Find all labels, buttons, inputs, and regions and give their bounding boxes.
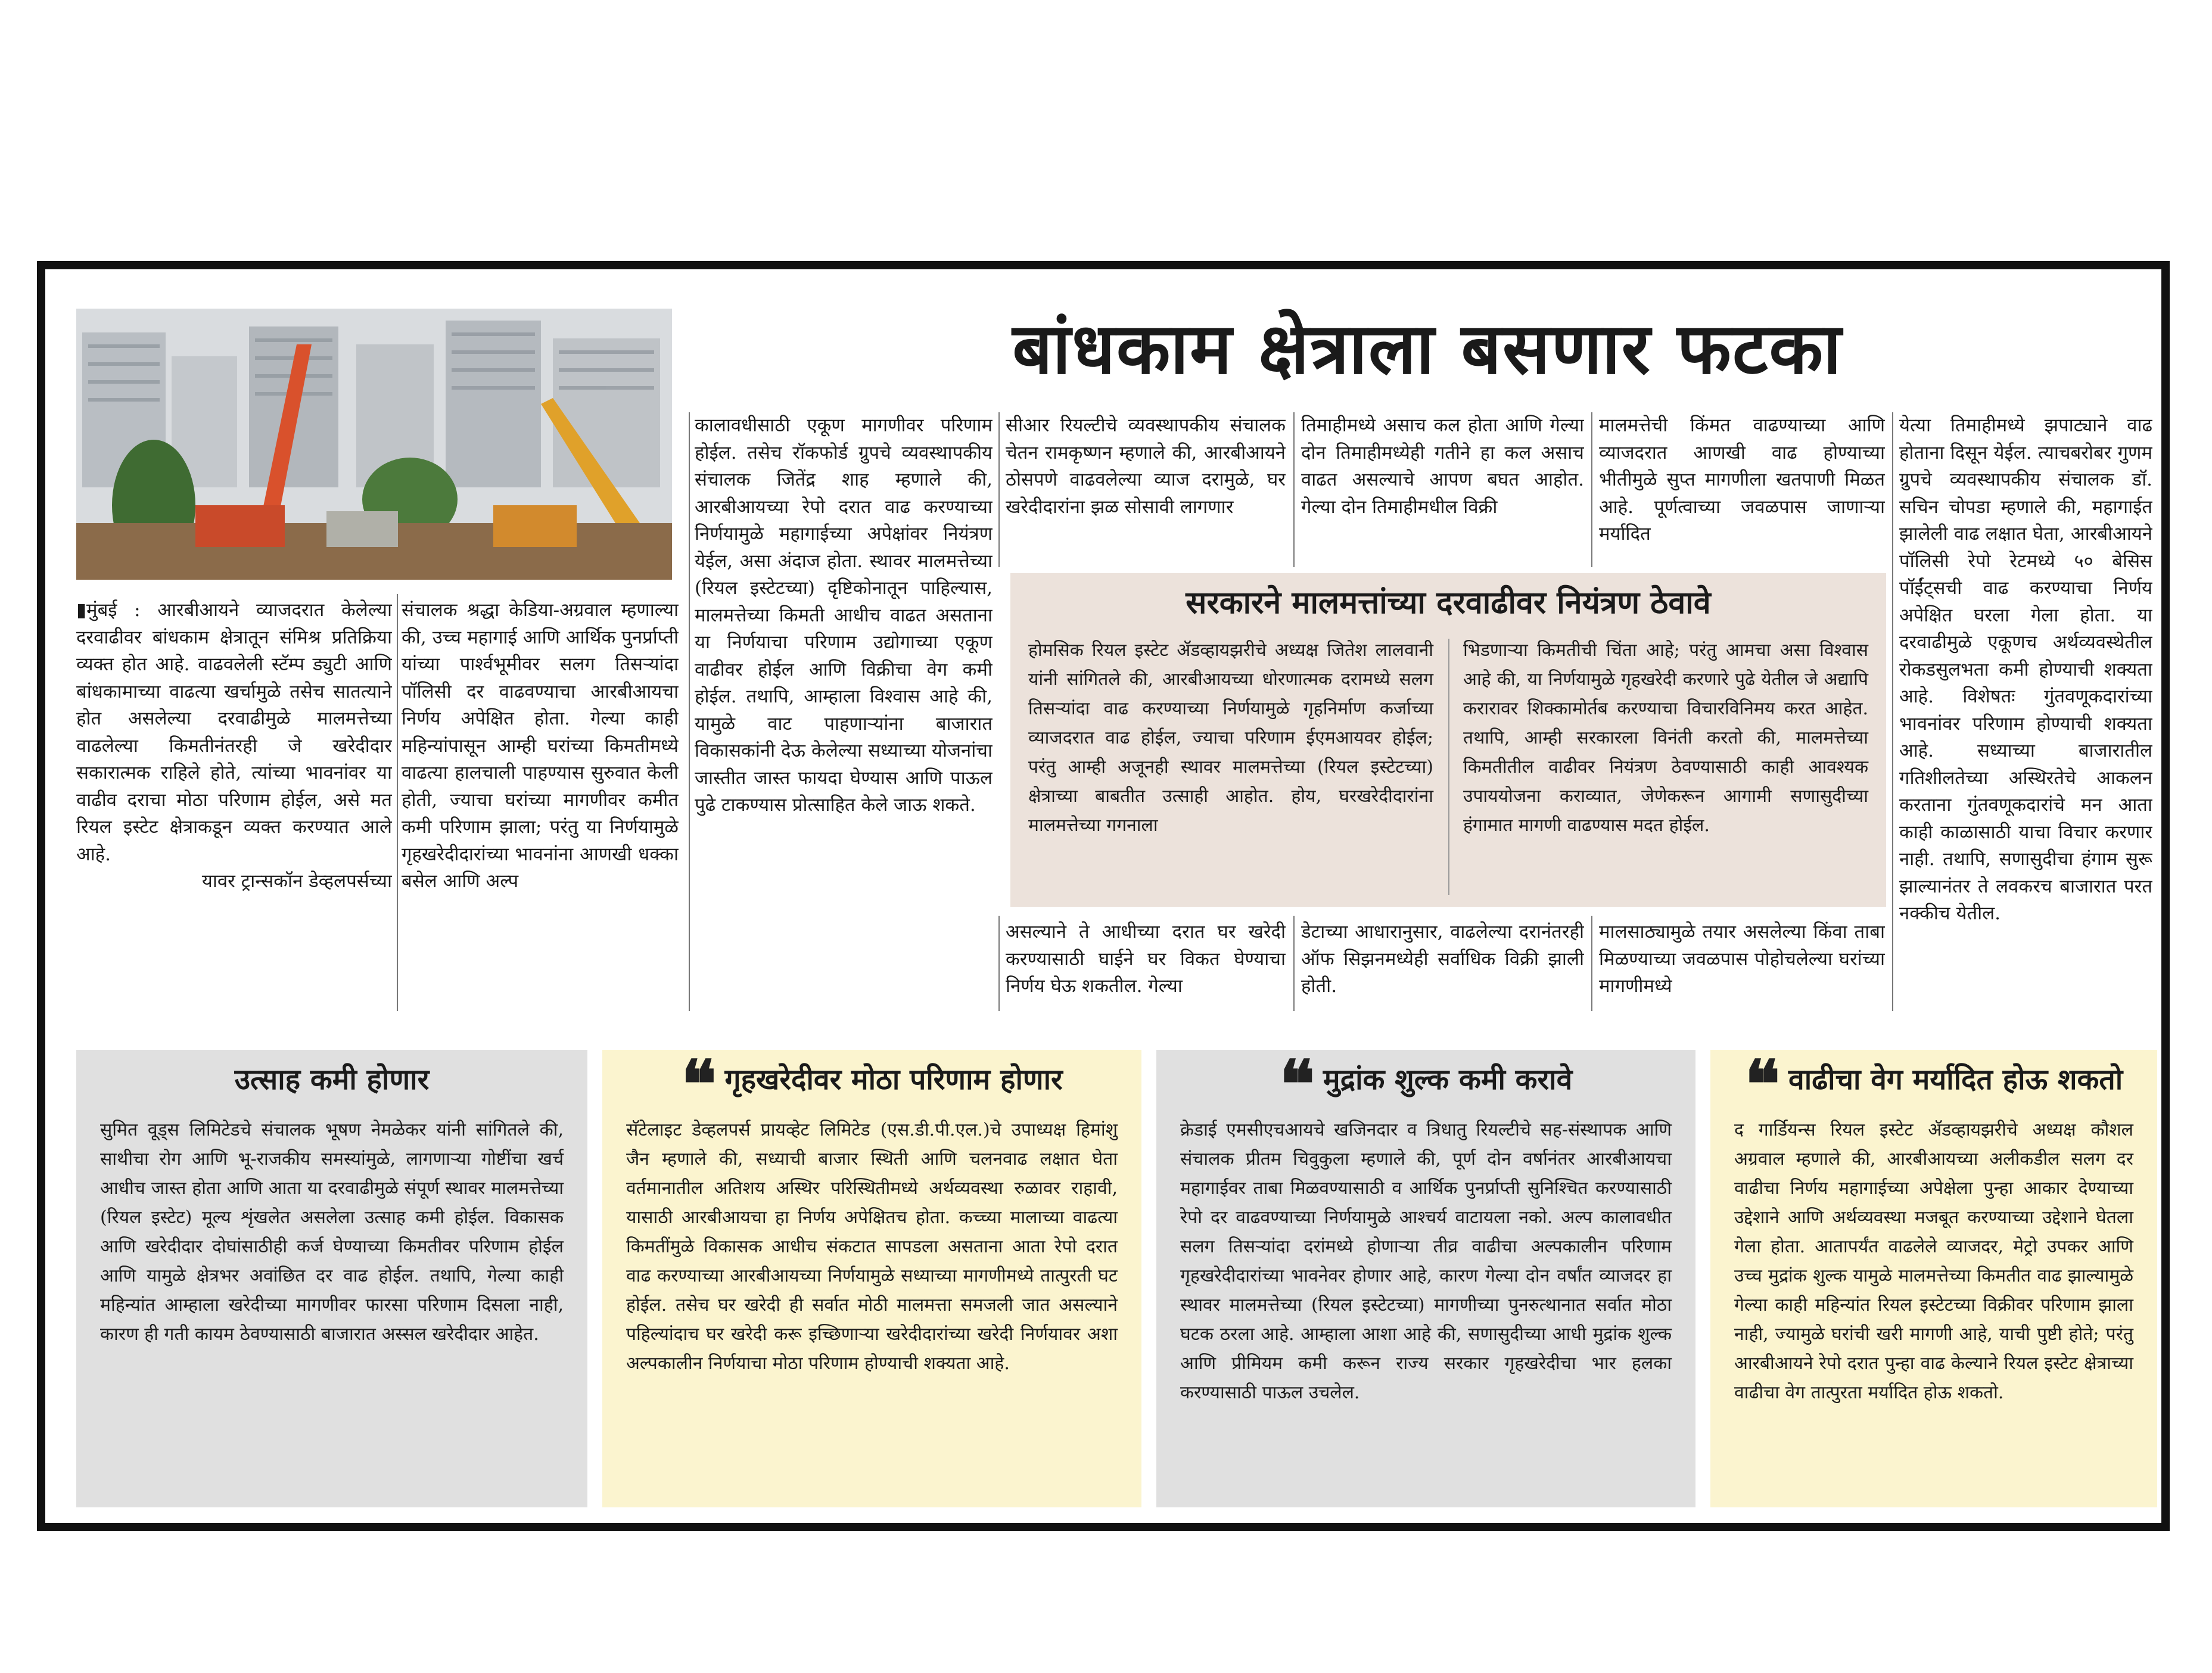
- column-5-bottom: [1301, 919, 1584, 1014]
- quote-panel: [602, 1046, 1141, 1507]
- column-1-tail: यावर ट्रान्सकॉन डेव्हलपर्सच्या: [201, 870, 392, 892]
- column-6-bottom-text: मालसाठ्यामुळे तयार असलेल्या किंवा ताबा मिळण्याच्या जवळपास पोहोचलेल्या घरांच्या मागणीमध्ये: [1599, 921, 1885, 997]
- column-divider: [998, 916, 1000, 1011]
- quote-panel: [1710, 1046, 2157, 1507]
- sidebar-box-right-text: भिडणाऱ्या किमतीची चिंता आहे; परंतु आमचा असा विश्वास आहे की, या निर्णयामुळे गृहखरेदी करणारे पुढे येतील जे अद्यापि करारावर शिक्कामोर्तब करण्याचा विचारविनिमय करत आहेत. तथापि, आम्ही सरकारला विनंती करतो की, मालमत्तेच्या किमतीतील वाढीवर नियंत्रण ठेवण्यासाठी काही आवश्यक उपाययोजना कराव्यात, जेणेकरून आगामी सणासुदीच्या हंगामात मागणी वाढण्यास मदत होईल.: [1463, 640, 1868, 836]
- column-divider: [1591, 916, 1592, 1011]
- quote-panel-title: [602, 1046, 1141, 1122]
- quote-panel-body: सॅटेलाइट डेव्हलपर्स प्रायव्हेट लिमिटेड (एस.डी.पी.एल.)चे उपाध्यक्ष हिमांशु जैन म्हणाले की, सध्याची बाजार स्थिती आणि चलनवाढ लक्षात घेता वर्तमानातील अतिशय अस्थिर परिस्थितीमध्ये अर्थव्यवस्था रुळावर राहावी, यासाठी आरबीआयचा हा निर्णय अपेक्षितच होता. कच्च्या मालाच्या वाढत्या किमतींमुळे विकासक आधीच संकटात सापडला असताना आता रेपो दरात वाढ करण्याच्या आरबीआयच्या निर्णयामुळे सध्याच्या मागणीमध्ये तात्पुरती घट होईल. तसेच घर खरेदी ही सर्वात मोठी मालमत्ता समजली जात असल्याने पहिल्यांदाच घर खरेदी करू इच्छिणाऱ्या खरेदीदारांच्या खरेदी निर्णयावर अशा अल्पकालीन निर्णयाचा मोठा परिणाम होण्याची शक्यता आहे.: [626, 1120, 1118, 1374]
- column-2: [402, 597, 679, 1014]
- column-divider: [1293, 916, 1295, 1011]
- column-1-text: ▮मुंबई : आरबीआयने व्याजदरात केलेल्या दरवाढीवर बांधकाम क्षेत्रातून संमिश्र प्रतिक्रिया व्यक्त होत आहे. वाढवलेली स्टॅम्प ड्युटी आणि बांधकामाच्या वाढत्या खर्चामुळे तसेच सातत्याने होत असलेल्या दरवाढीमुळे मालमत्तेच्या वाढलेल्या किमतीनंतरही जे खरेदीदार सकारात्मक राहिले होते, त्यांच्या भावनांवर या वाढीव दराचा मोठा परिणाम होईल, असे मत रियल इस्टेट क्षेत्राकडून व्यक्त करण्यात आले आहे.: [76, 599, 392, 865]
- column-7: [1899, 412, 2152, 1014]
- column-divider: [998, 412, 1000, 567]
- column-6-top-text: मालमत्तेची किंमत वाढण्याच्या आणि व्याजदरात आणखी वाढ होण्याच्या भीतीमुळे सुप्त मागणीला खतपाणी मिळत आहे. पूर्णत्वाच्या जवळपास जाणाऱ्या मर्यादित: [1599, 415, 1885, 545]
- column-1: [76, 597, 392, 1014]
- column-5-top: [1301, 412, 1584, 570]
- quote-panel-title: [76, 1056, 587, 1103]
- sidebar-box-left-text: होमसिक रियल इस्टेट ॲडव्हायझरीचे अध्यक्ष जितेश लालवानी यांनी सांगितले की, आरबीआयच्या धोरणात्मक दरामध्ये सलग तिसऱ्यांदा वाढ करण्याच्या निर्णयामुळे गृहनिर्माण कर्जाच्या व्याजदरात वाढ होईल, ज्याचा परिणाम ईएमआयवर होईल; परंतु आम्ही अजूनही स्थावर मालमत्तेच्या (रियल इस्टेटच्या) क्षेत्राच्या बाबतीत उत्साही आहोत. होय, घरखरेदीदारांना मालमत्तेच्या गगनाला: [1028, 640, 1433, 836]
- quote-panel-body: द गार्डियन्स रियल इस्टेट ॲडव्हायझरीचे अध्यक्ष कौशल अग्रवाल म्हणाले की, आरबीआयच्या अलीकडील सलग दर वाढीचा निर्णय महागाईच्या अपेक्षेला पुन्हा आकार देण्याच्या उद्देशाने आणि अर्थव्यवस्था मजबूत करण्याच्या उद्देशाने घेतला गेला होता. आतापर्यंत वाढलेले व्याजदर, मेट्रो उपकर आणि उच्च मुद्रांक शुल्क यामुळे मालमत्तेच्या किमतीत वाढ झाल्यामुळे गेल्या काही महिन्यांत रियल इस्टेटच्या विक्रीवर परिणाम झाला नाही, ज्यामुळे घरांची खरी मागणी आहे, याची पुष्टी होते; परंतु आरबीआयने रेपो दरात पुन्हा वाढ केल्याने रियल इस्टेट क्षेत्राच्या वाढीचा वेग तात्पुरता मर्यादित होऊ शकतो.: [1734, 1120, 2133, 1403]
- quote-panel-body: सुमित वूड्स लिमिटेडचे संचालक भूषण नेमळेकर यांनी सांगितले की, साथीचा रोग आणि भू-राजकीय समस्यांमुळे, लागणाऱ्या गोष्टींचा खर्च आधीच जास्त होता आणि आता या दरवाढीमुळे संपूर्ण स्थावर मालमत्तेच्या (रियल इस्टेट) मूल्य शृंखलेत असलेला उत्साह कमी होईल. विकासक आणि खरेदीदार दोघांसाठीही कर्ज घेण्याच्या किमतीवर परिणाम होईल आणि यामुळे क्षेत्रभर अवांछित दर वाढ होईल. तथापि, गेल्या काही महिन्यांत आम्हाला खरेदीच्या मागणीवर फारसा परिणाम दिसला नाही, कारण ही गती कायम ठेवण्यासाठी बाजारात अस्सल खरेदीदार आहेत.: [100, 1120, 564, 1345]
- quote-panel-title-text: उत्साह कमी होणार: [234, 1063, 430, 1096]
- column-4-bottom-text: असल्याने ते आधीच्या दरात घर खरेदी करण्यासाठी घाईने घर विकत घेण्याचा निर्णय घेऊ शकतील. गेल्या: [1006, 921, 1286, 997]
- column-divider: [1892, 412, 1893, 1011]
- quote-panel-title-text: मुद्रांक शुल्क कमी करावे: [1323, 1063, 1573, 1096]
- quote-panel-title-text: वाढीचा वेग मर्यादित होऊ शकतो: [1788, 1063, 2123, 1096]
- quote-panel: [1156, 1046, 1695, 1507]
- column-4-top: [1006, 412, 1286, 570]
- quote-mark-icon: ❝: [681, 1046, 717, 1122]
- sidebar-box-divider: [1448, 639, 1449, 895]
- column-7-text: येत्या तिमाहीमध्ये झपाट्याने वाढ होताना दिसून येईल. त्याचबरोबर गुणम ग्रुपचे व्यवस्थापकीय संचालक डॉ. सचिन चोपडा म्हणाले की, महागाईत झालेली वाढ लक्षात घेता, आरबीआयने पॉलिसी रेपो रेटमध्ये ५० बेसिस पॉईंट्सची वाढ करण्याचा निर्णय अपेक्षित घरला गेला होता. या दरवाढीमुळे एकूणच अर्थव्यवस्थेतील रोकडसुलभता कमी होण्याची शक्यता आहे. विशेषतः गुंतवणूकदारांच्या भावनांवर परिणाम होण्याची शक्यता आहे. सध्याच्या बाजारातील गतिशीलतेच्या अस्थिरतेचे आकलन करताना गुंतवणूकदारांचे मन आता काही काळासाठी याचा विचार करणार नाही. तथापि, सणासुदीचा हंगाम सुरू झाल्यानंतर ते लवकरच बाजारात परत नक्कीच येतील.: [1899, 415, 2152, 924]
- column-divider: [689, 412, 690, 1011]
- column-divider: [397, 594, 398, 1011]
- quote-mark-icon: ❝: [1744, 1046, 1780, 1122]
- column-6-top: [1599, 412, 1885, 570]
- quote-panel-title: [1156, 1046, 1695, 1122]
- quote-mark-icon: ❝: [1279, 1046, 1315, 1122]
- column-2-text: संचालक श्रद्धा केडिया-अग्रवाल म्हणाल्या की, उच्च महागाई आणि आर्थिक पुनर्प्राप्ती यांच्या पार्श्वभूमीवर सलग तिसऱ्यांदा पॉलिसी दर वाढवण्याचा आरबीआयचा निर्णय अपेक्षित होता. गेल्या काही महिन्यांपासून आम्ही घरांच्या किमतीमध्ये वाढत्या हालचाली पाहण्यास सुरुवात केली होती, ज्याचा घरांच्या मागणीवर कमीत कमी परिणाम झाला; परंतु या निर्णयामुळे गृहखरेदीदारांच्या भावनांना आणखी धक्का बसेल आणि अल्प: [402, 599, 679, 892]
- column-6-bottom: [1599, 919, 1885, 1014]
- column-4-bottom: [1006, 919, 1286, 1014]
- column-divider: [1293, 412, 1295, 567]
- column-3: [695, 412, 993, 1014]
- construction-photo: [76, 309, 672, 580]
- column-divider: [1591, 412, 1592, 567]
- column-5-bottom-text: डेटाच्या आधारानुसार, वाढलेल्या दरानंतरही ऑफ सिझनमध्येही सर्वाधिक विक्री झाली होती.: [1301, 921, 1584, 997]
- column-4-top-text: सीआर रियल्टीचे व्यवस्थापकीय संचालक चेतन रामकृष्णन म्हणाले की, आरबीआयने ठोसपणे वाढवलेल्या व्याज दरामुळे, घर खरेदीदारांना झळ सोसावी लागणार: [1006, 415, 1286, 518]
- column-3-text: कालावधीसाठी एकूण मागणीवर परिणाम होईल. तसेच रॉकफोर्ड ग्रुपचे व्यवस्थापकीय संचालक जितेंद्र शाह म्हणाले की, आरबीआयच्या रेपो दरात वाढ करण्याच्या निर्णयामुळे महागाईच्या अपेक्षांवर नियंत्रण येईल, असा अंदाज होता. स्थावर मालमत्तेच्या (रियल इस्टेटच्या) दृष्टिकोनातून पाहिल्यास, मालमत्तेच्या किमती आधीच वाढत असताना या निर्णयाचा परिणाम उद्योगाच्या एकूण वाढीवर होईल आणि विक्रीचा वेग कमी होईल. तथापि, आम्हाला विश्वास आहे की, यामुळे वाट पाहणाऱ्यांना बाजारात विकासकांनी देऊ केलेल्या सध्याच्या योजनांचा जास्तीत जास्त फायदा घेण्यास आणि पाऊल पुढे टाकण्यास प्रोत्साहित केले जाऊ शकते.: [695, 415, 993, 816]
- sidebar-box-title: सरकारने मालमत्तांच्या दरवाढीवर नियंत्रण ठेवावे: [1186, 585, 1711, 621]
- quote-panel-body: क्रेडाई एमसीएचआयचे खजिनदार व त्रिधातु रियल्टीचे सह-संस्थापक आणि संचालक प्रीतम चिवुकुला म्हणाले की, पूर्ण दोन वर्षानंतर आरबीआयचा महागाईवर ताबा मिळवण्यासाठी व आर्थिक पुनर्प्राप्ती सुनिश्चित करण्यासाठी रेपो दर वाढवण्याच्या निर्णयामुळे आश्चर्य वाटायला नको. अल्प कालावधीत सलग तिसऱ्यांदा दरांमध्ये होणाऱ्या तीव्र वाढीचा अल्पकालीन परिणाम गृहखरेदीदारांच्या भावनेवर होणार आहे, कारण गेल्या दोन वर्षांत व्याजदर हा स्थावर मालमत्तेच्या (रियल इस्टेटच्या) मागणीच्या पुनरुत्थानात सर्वात मोठा घटक ठरला आहे. आम्हाला आशा आहे की, सणासुदीच्या आधी मुद्रांक शुल्क आणि प्रीमियम कमी करून राज्य सरकार गृहखरेदीचा भार हलका करण्यासाठी पाऊल उचलेल.: [1180, 1120, 1672, 1403]
- quote-panel: [76, 1050, 587, 1507]
- column-5-top-text: तिमाहीमध्ये असाच कल होता आणि गेल्या दोन तिमाहीमध्येही गतीने हा कल असाच वाढत असल्याचे आपण बघत आहोत. गेल्या दोन तिमाहीमधील विक्री: [1301, 415, 1584, 518]
- headline: बांधकाम क्षेत्राला बसणार फटका: [1012, 307, 1843, 390]
- sidebar-box: [1010, 573, 1886, 907]
- quote-panel-title-text: गृहखरेदीवर मोठा परिणाम होणार: [724, 1063, 1063, 1096]
- construction-photo-image: [76, 309, 672, 580]
- newspaper-clipping: [37, 261, 2170, 1531]
- quote-panel-title: [1710, 1046, 2157, 1122]
